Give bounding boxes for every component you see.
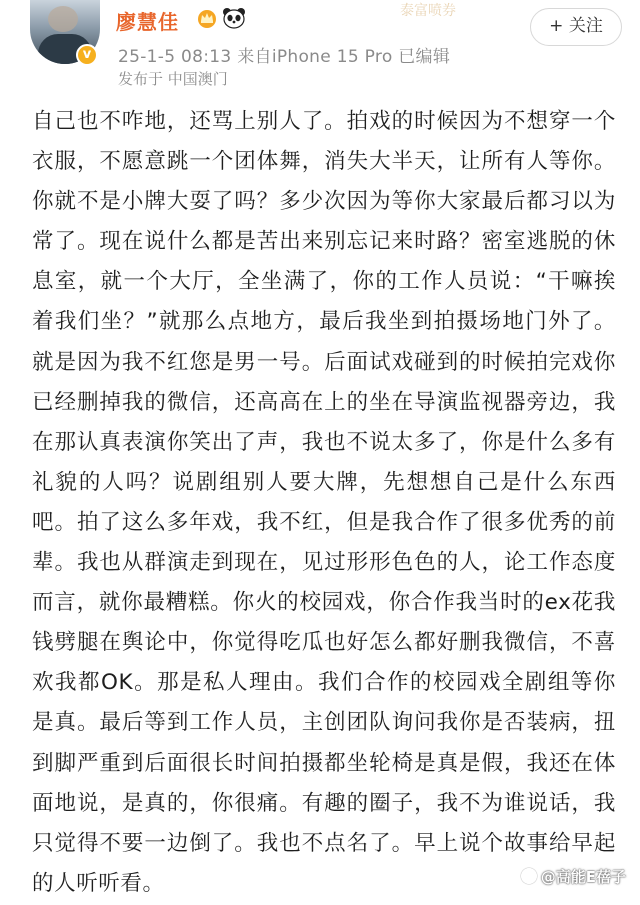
post-location: 发布于 中国澳门	[118, 70, 228, 88]
watermark	[521, 866, 626, 887]
watermark-logo-icon	[521, 868, 537, 884]
background-banner-text: 泰富喷券	[400, 3, 456, 19]
post-text: 自己也不咋地，还骂上别人了。拍戏的时候因为不想穿一个衣服，不愿意跳一个团体舞，消失大半天，让所有人等你。你就不是小牌大耍了吗？多少次因为等你大家最后都习以为常了。现在说什么都是苦出来别忘记来时路？密室逃脱的休息室，就一个大厅，全坐满了，你的工作人员说：“干嘛挨着我们坐？”就那么点地方，最后我坐到拍摄场地门外了。就是因为我不红您是男一号。后面试戏碰到的时候拍完戏你已经删掉我的微信，还高高在上的坐在导演监视器旁边，我在那认真表演你笑出了声，我也不说太多了，你是什么多有礼貌的人吗？说剧组别人要大牌，先想想自己是什么东西吧。拍了这么多年戏，我不红，但是我合作了很多优秀的前辈。我也从群演走到现在，见过形形色色的人，论工作态度而言，就你最糟糕。你火的校园戏，你合作我当时的ex花我钱劈腿在舆论中，你觉得吃瓜也好怎么都好删我微信，不喜欢我都OK。那是私人理由。我们合作的校园戏全剧组等你是真。最后等到工作人员，主创团队询问我你是否装病，扭到脚严重到后面很长时间拍摄都坐轮椅是真是假，我还在体面地说，是真的，你很痛。有趣的圈子，我不为谁说话，我只觉得不要一边倒了。我也不点名了。早上说个故事给早起的人听听看。	[32, 109, 616, 896]
post-meta: 25-1-5 08:13 来自iPhone 15 Pro 已编辑	[118, 47, 451, 67]
avatar-face	[48, 6, 78, 32]
crown-icon	[196, 8, 218, 28]
verified-badge-icon: v	[76, 44, 98, 66]
watermark-text: @高能E蓓子	[540, 868, 626, 886]
username[interactable]: 廖慧佳	[116, 10, 179, 34]
panda-icon	[222, 7, 246, 29]
post-header	[0, 0, 640, 100]
follow-button[interactable]: + 关注	[530, 8, 622, 46]
